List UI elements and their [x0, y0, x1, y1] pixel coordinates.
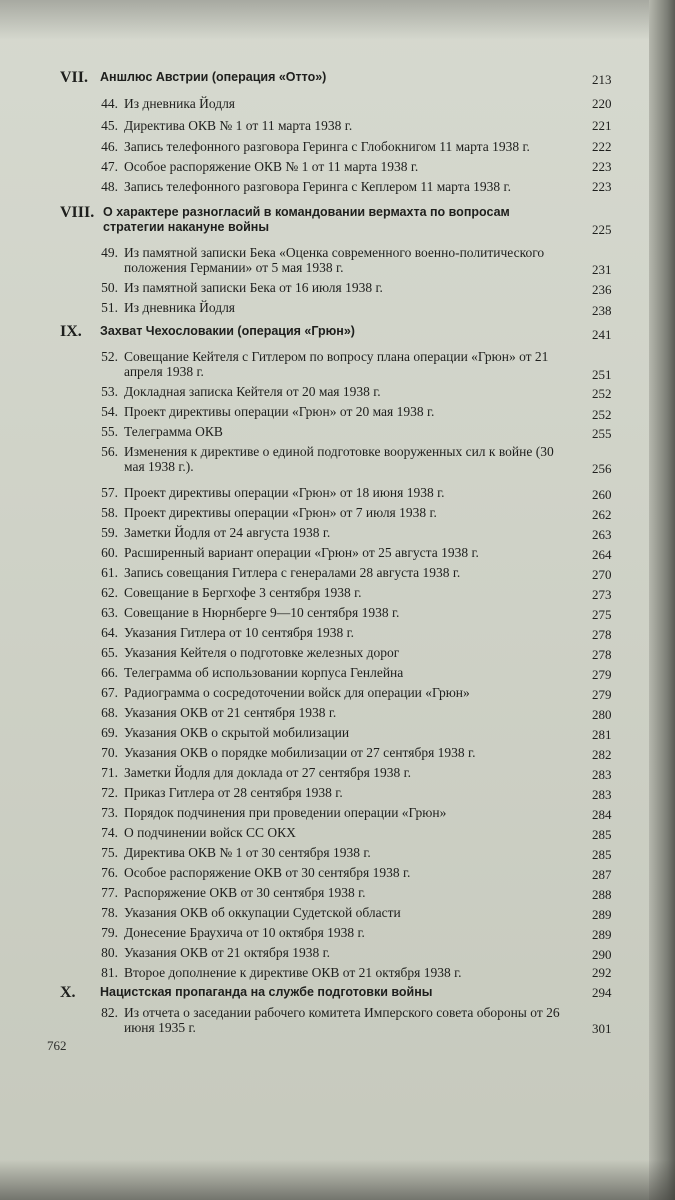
entry-title: Запись телефонного разговора Геринга с Кеплером 11 марта 1938 г. [124, 179, 511, 194]
entry-number: 68. [101, 705, 118, 720]
entry-number: 51. [101, 300, 118, 315]
entry-number: 71. [101, 765, 118, 780]
entry-title: Из дневника Йодля [124, 300, 236, 315]
chapter-number: X. [60, 984, 76, 1001]
entry-page: 251 [592, 367, 612, 382]
entry-page: 279 [592, 687, 612, 702]
entry-title: Указания ОКВ об оккупации Судетской области [124, 905, 401, 920]
entry-page: 252 [592, 407, 612, 422]
chapter-heading [60, 70, 620, 88]
entry-title: Особое распоряжение ОКВ от 30 сентября 1938 г. [124, 865, 411, 880]
entry-number: 64. [101, 625, 118, 640]
entry-number: 73. [101, 805, 118, 820]
entry-title: Указания ОКВ о скрытой мобилизации [124, 725, 350, 740]
entry-number: 58. [101, 505, 118, 520]
entry-title: Из отчета о заседании рабочего комитета Имперского совета обороны от 26 июня 1935 г. [124, 1005, 560, 1035]
entry-title: Второе дополнение к директиве ОКВ от 21 октября 1938 г. [124, 965, 462, 980]
entry-title: О подчинении войск СС ОКХ [124, 825, 296, 840]
entry-number: 76. [101, 865, 118, 880]
entry-page: 301 [592, 1021, 612, 1036]
entry-number: 60. [101, 545, 118, 560]
entry-title: Совещание Кейтеля с Гитлером по вопросу плана операции «Грюн» от 21 апреля 1938 г. [124, 349, 549, 379]
book-page-number: 762 [47, 1038, 67, 1053]
entry-page: 275 [592, 607, 612, 622]
entry-title: Изменения к директиве о единой подготовке вооруженных сил к войне (30 мая 1938 г.). [124, 444, 554, 474]
entry-number: 65. [101, 645, 118, 660]
entry-title: Телеграмма ОКВ [124, 424, 223, 439]
entry-page: 288 [592, 887, 612, 902]
entry-page: 273 [592, 587, 612, 602]
entry-number: 57. [101, 485, 118, 500]
entry-page: 236 [592, 282, 612, 297]
entry-page: 285 [592, 827, 612, 842]
entry-title: Проект директивы операции «Грюн» от 18 июня 1938 г. [124, 485, 445, 500]
entry-number: 56. [101, 444, 118, 459]
entry-number: 63. [101, 605, 118, 620]
entry-number: 78. [101, 905, 118, 920]
entry-page: 223 [592, 179, 612, 194]
entry-title: Заметки Йодля для доклада от 27 сентября 1938 г. [124, 765, 411, 780]
entry-number: 66. [101, 665, 118, 680]
entry-title: Из памятной записки Бека «Оценка современного военно-политического положения Германии» от 5 мая 1938 г. [124, 245, 545, 275]
entry-number: 54. [101, 404, 118, 419]
chapter-number: VII. [60, 69, 89, 86]
entry-page: 220 [592, 96, 612, 111]
chapter-page: 294 [592, 985, 612, 1000]
entry-title: Докладная записка Кейтеля от 20 мая 1938 г. [124, 384, 381, 399]
entry-page: 263 [592, 527, 612, 542]
entry-title: Проект директивы операции «Грюн» от 7 июля 1938 г. [124, 505, 437, 520]
entry-page: 278 [592, 647, 612, 662]
chapter-number: IX. [60, 323, 82, 340]
entry-number: 80. [101, 945, 118, 960]
entry-page: 289 [592, 907, 612, 922]
entry-title: Радиограмма о сосредоточении войск для операции «Грюн» [124, 685, 470, 700]
entry-number: 79. [101, 925, 118, 940]
entry-page: 252 [592, 386, 612, 401]
entry-title: Указания Гитлера от 10 сентября 1938 г. [124, 625, 354, 640]
entry-title: Указания ОКВ о порядке мобилизации от 27 сентября 1938 г. [124, 745, 476, 760]
entry-number: 81. [101, 965, 118, 980]
entry-page: 260 [592, 487, 612, 502]
entry-title: Указания ОКВ от 21 сентября 1938 г. [124, 705, 337, 720]
entry-page: 283 [592, 767, 612, 782]
entry-title: Указания Кейтеля о подготовке железных дорог [124, 645, 400, 660]
chapter-heading [60, 324, 620, 342]
entry-number: 44. [101, 96, 118, 111]
entry-title: Указания ОКВ от 21 октября 1938 г. [124, 945, 330, 960]
entry-number: 46. [101, 139, 118, 154]
chapter-heading [60, 205, 620, 237]
entry-page: 222 [592, 139, 612, 154]
entry-title: Директива ОКВ № 1 от 30 сентября 1938 г. [124, 845, 371, 860]
entry-title: Директива ОКВ № 1 от 11 марта 1938 г. [124, 118, 353, 133]
entry-number: 47. [101, 159, 118, 174]
entry-page: 256 [592, 461, 612, 476]
entry-page: 262 [592, 507, 612, 522]
entry-page: 223 [592, 159, 612, 174]
entry-page: 281 [592, 727, 612, 742]
entry-title: Особое распоряжение ОКВ № 1 от 11 марта 1938 г. [124, 159, 419, 174]
entry-title: Проект директивы операции «Грюн» от 20 мая 1938 г. [124, 404, 435, 419]
entry-title: Приказ Гитлера от 28 сентября 1938 г. [124, 785, 343, 800]
chapter-title: О характере разногласий в командовании вермахта по вопросам стратегии накануне войны [103, 205, 510, 234]
entry-page: 290 [592, 947, 612, 962]
entry-number: 75. [101, 845, 118, 860]
entry-number: 52. [101, 349, 118, 364]
chapter-title: Нацистская пропаганда на службе подготовки войны [100, 985, 433, 999]
entry-page: 284 [592, 807, 612, 822]
entry-number: 69. [101, 725, 118, 740]
entry-number: 67. [101, 685, 118, 700]
entry-title: Из дневника Йодля [124, 96, 236, 111]
entry-page: 280 [592, 707, 612, 722]
entry-page: 279 [592, 667, 612, 682]
entry-number: 77. [101, 885, 118, 900]
entry-page: 231 [592, 262, 612, 277]
entry-number: 50. [101, 280, 118, 295]
entry-page: 270 [592, 567, 612, 582]
entry-title: Распоряжение ОКВ от 30 сентября 1938 г. [124, 885, 366, 900]
entry-page: 282 [592, 747, 612, 762]
entry-page: 292 [592, 965, 612, 980]
chapter-page: 213 [592, 72, 612, 87]
entry-number: 59. [101, 525, 118, 540]
entry-page: 264 [592, 547, 612, 562]
entry-title: Запись совещания Гитлера с генералами 28 августа 1938 г. [124, 565, 461, 580]
entry-number: 62. [101, 585, 118, 600]
entry-title: Донесение Браухича от 10 октября 1938 г. [124, 925, 365, 940]
entry-number: 70. [101, 745, 118, 760]
entry-title: Запись телефонного разговора Геринга с Глобокнигом 11 марта 1938 г. [124, 139, 530, 154]
entry-title: Из памятной записки Бека от 16 июля 1938 г. [124, 280, 383, 295]
entry-title: Телеграмма об использовании корпуса Генлейна [124, 665, 404, 680]
entry-number: 61. [101, 565, 118, 580]
entry-title: Совещание в Нюрнберге 9—10 сентября 1938 г. [124, 605, 400, 620]
entry-number: 74. [101, 825, 118, 840]
entry-page: 287 [592, 867, 612, 882]
chapter-title: Аншлюс Австрии (операция «Отто») [100, 70, 327, 84]
entry-page: 238 [592, 303, 612, 318]
entry-number: 45. [101, 118, 118, 133]
chapter-number: VIII. [60, 204, 95, 221]
entry-number: 53. [101, 384, 118, 399]
entry-title: Порядок подчинения при проведении операции «Грюн» [124, 805, 447, 820]
entry-number: 48. [101, 179, 118, 194]
chapter-page: 225 [592, 222, 612, 237]
entry-page: 289 [592, 927, 612, 942]
entry-number: 49. [101, 245, 118, 260]
entry-page: 221 [592, 118, 612, 133]
entry-page: 283 [592, 787, 612, 802]
entry-number: 72. [101, 785, 118, 800]
entry-title: Заметки Йодля от 24 августа 1938 г. [124, 525, 331, 540]
entry-page: 255 [592, 426, 612, 441]
chapter-heading [60, 985, 620, 1003]
entry-title: Расширенный вариант операции «Грюн» от 25 августа 1938 г. [124, 545, 479, 560]
entry-page: 278 [592, 627, 612, 642]
chapter-page: 241 [592, 327, 612, 342]
entry-title: Совещание в Бергхофе 3 сентября 1938 г. [124, 585, 362, 600]
chapter-title: Захват Чехословакии (операция «Грюн») [100, 324, 355, 338]
entry-number: 82. [101, 1005, 118, 1020]
entry-page: 285 [592, 847, 612, 862]
entry-number: 55. [101, 424, 118, 439]
